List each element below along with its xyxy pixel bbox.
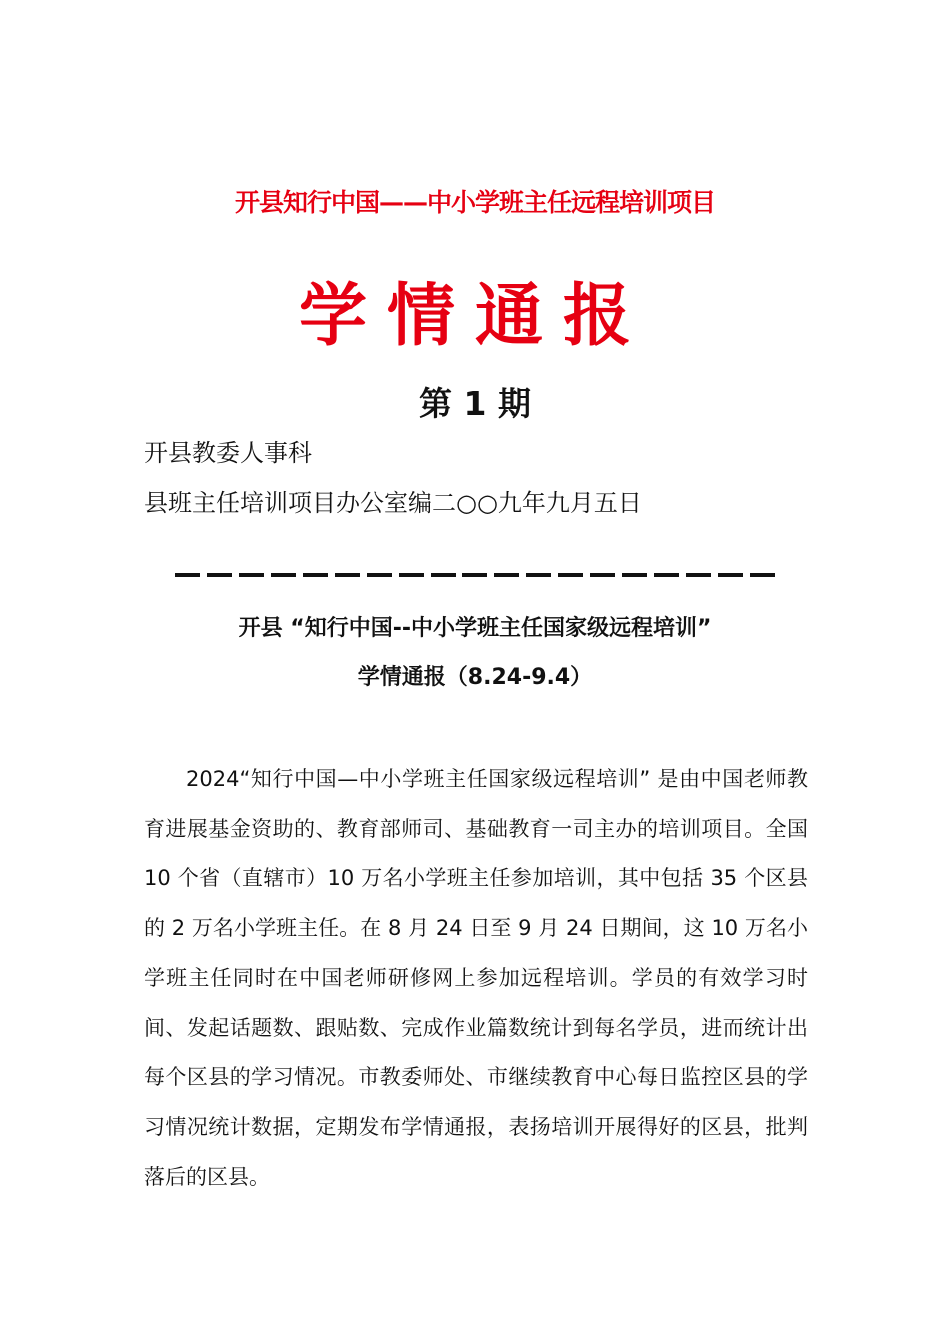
section-title-line2: 学情通报（8.24-9.4）	[357, 665, 593, 690]
issuer-line: 开县教委人事科	[144, 439, 312, 467]
main-title: 学情通报	[298, 277, 651, 356]
section-title-line1: 开县 “知行中国--中小学班主任国家级远程培训”	[238, 616, 712, 641]
issue-number: 第 1 期	[419, 384, 531, 423]
dash-divider	[175, 560, 775, 590]
body-paragraph: 2024“知行中国—中小学班主任国家级远程培训” 是由中国老师教育进展基金资助的、教育部师司、基础教育一司主办的培训项目。全国 10 个省（直辖市）10 万名小学班主任参加培训，其中包括 35 个区县的 2 万名小学班主任。在 8 月 24 日至 9 月 24 日期间，这 10 万名小学班主任同时在中国老师研修网上参加远程培训。学员的有效学习时间、发起话题数、跟贴数、完成作业篇数统计到每名学员，进而统计出每个区县的学习情况。市教委师处、市继续教育中心每日监控区县的学习情况统计数据，定期发布学情通报，表扬培训开展得好的区县，批判落后的区县。	[144, 767, 808, 1189]
project-title: 开县知行中国——中小学班主任远程培训项目	[234, 188, 715, 217]
office-date-line: 县班主任培训项目办公室编二○○九年九月五日	[144, 489, 642, 517]
